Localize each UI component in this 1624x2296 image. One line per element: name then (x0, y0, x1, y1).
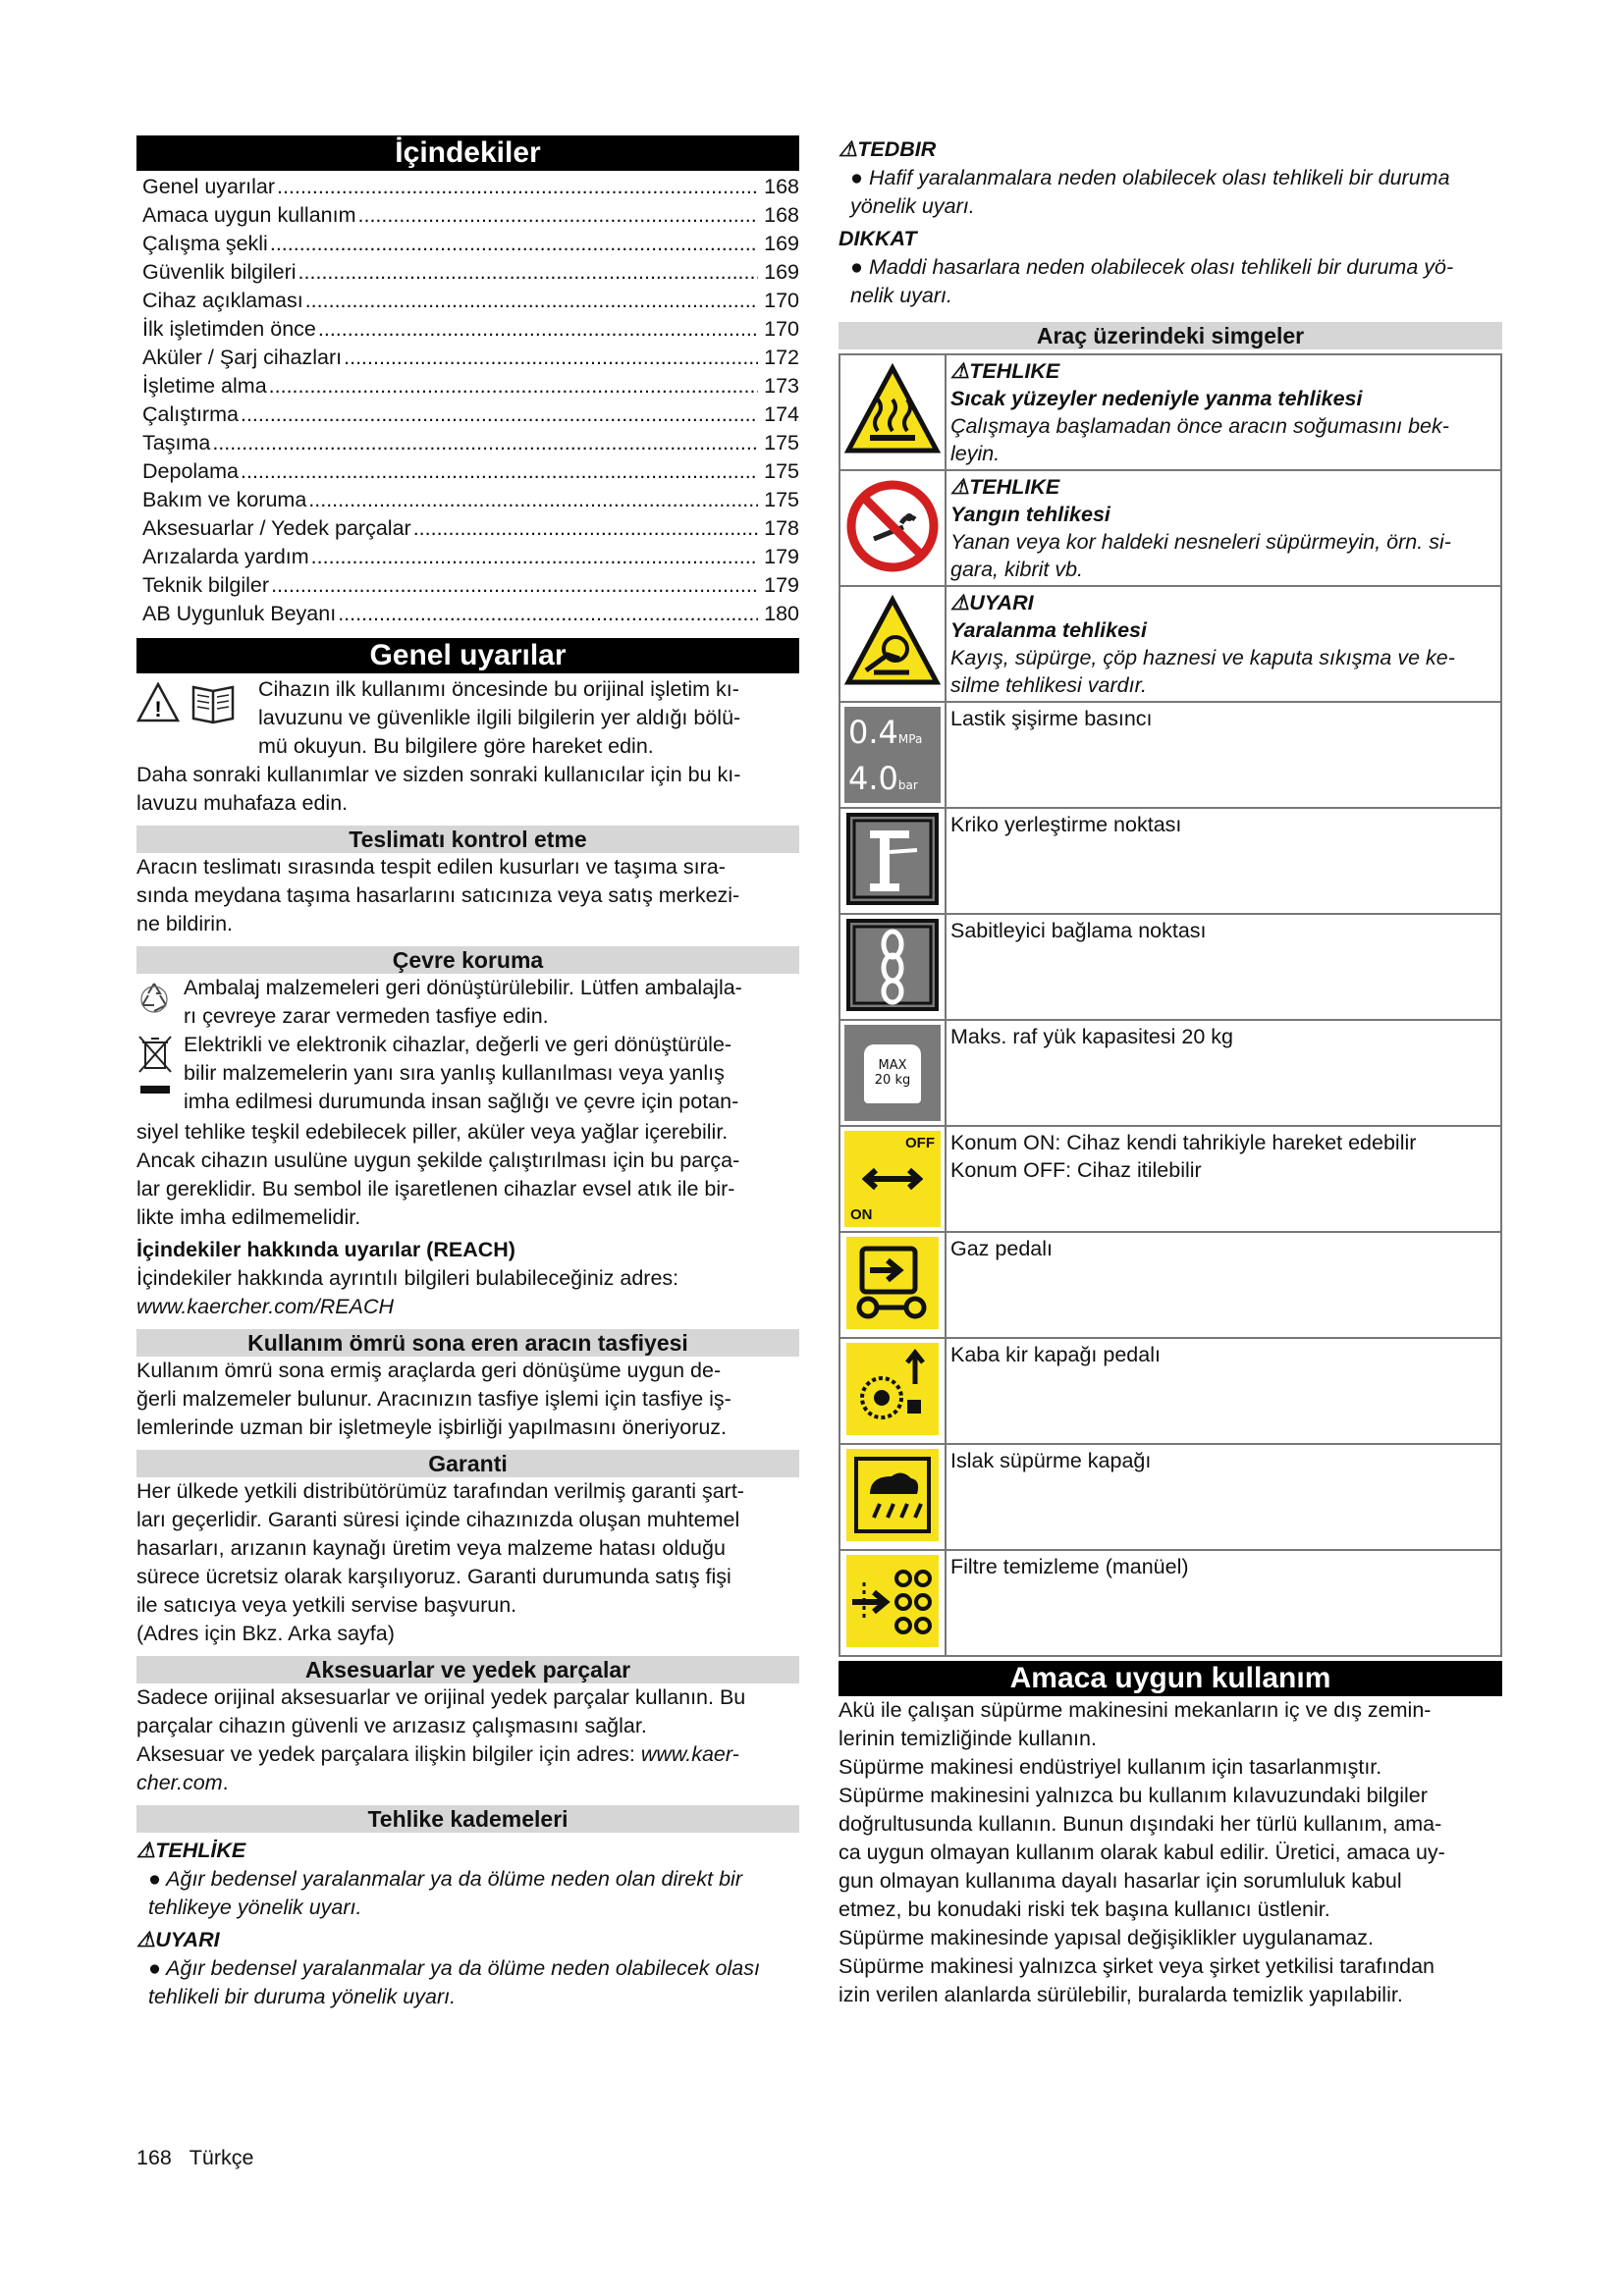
teslimat-heading: Teslimatı kontrol etme (136, 826, 799, 853)
toc-entry-title: Amaca uygun kullanım (142, 203, 356, 227)
toc-entry[interactable] (136, 571, 799, 600)
symbol-row (839, 1232, 1501, 1338)
toc-entry-title: Aküler / Şarj cihazları (142, 346, 343, 369)
warning-line: yönelik uyarı. (850, 194, 975, 218)
toc-entry-page: 172 (764, 346, 799, 369)
text-line: parçalar cihazın güvenli ve arızasız çalışmasını sağlar. (136, 1714, 647, 1737)
symbol-title: Yangın tehlikesi (950, 503, 1110, 526)
text-line: Süpürme makinesini yalnızca bu kullanım kılavuzundaki bilgiler (839, 1784, 1428, 1807)
toc-entry-page: 175 (764, 431, 799, 454)
toc-leader (270, 230, 758, 258)
symbol-row (839, 1444, 1501, 1550)
text-line: Daha sonraki kullanımlar ve sizden sonraki kullanıcılar için bu kı- (136, 763, 741, 786)
symbol-description (946, 914, 1501, 1020)
text-line: etmez, bu konudaki riski tek başına kullanıcı üstlenir. (839, 1897, 1330, 1921)
toc-leader (298, 258, 758, 287)
warning-book-icon (136, 681, 244, 724)
text-line: Aksesuar ve yedek parçalara ilişkin bilgiler için adres: www.kaer- (136, 1742, 739, 1766)
symbol-row (839, 914, 1501, 1020)
reach-link[interactable]: www.kaercher.com/REACH (136, 1295, 395, 1318)
text-line: lavuzunu ve güvenlikle ilgili bilgilerin yer aldığı bölü- (258, 706, 741, 729)
toc-leader (308, 486, 758, 514)
toc-leader (241, 400, 758, 429)
toc-leader (277, 173, 758, 201)
symbol-text: Çalışmaya başlamadan önce aracın soğumasını bek- (950, 414, 1449, 438)
toc-entry-title: İlk işletimden önce (142, 317, 316, 341)
toc-entry-page: 169 (764, 260, 799, 284)
toc-entry-page: 170 (764, 289, 799, 312)
gas-pedal-icon (839, 1232, 946, 1338)
toc-entry-page: 174 (764, 402, 799, 426)
recycle-note (136, 974, 799, 1031)
text-line: imha edilmesi durumunda insan sağlığı ve çevre için potan- (184, 1090, 739, 1113)
toc-leader (344, 344, 758, 372)
symbol-text: silme tehlikesi vardır. (950, 673, 1147, 697)
toc-entry-title: Bakım ve koruma (142, 488, 307, 511)
toc-leader (269, 372, 758, 400)
toc-entry[interactable] (136, 514, 799, 543)
text-line: Kullanım ömrü sona ermiş araçlarda geri dönüşüme uygun de- (136, 1359, 722, 1382)
toc-entry-title: Teknik bilgiler (142, 573, 270, 597)
toc-entry-page: 168 (764, 175, 799, 198)
cevre-heading: Çevre koruma (136, 946, 799, 974)
omur-heading: Kullanım ömrü sona eren aracın tasfiyesi (136, 1329, 799, 1357)
filter-clean-icon (839, 1550, 946, 1656)
toc-leader (318, 315, 758, 344)
no-fire-icon (839, 470, 946, 586)
text-line: ları geçerlidir. Garanti süresi içinde cihazınızda oluşan muhtemel (136, 1508, 740, 1531)
symbol-text: Yanan veya kor haldeki nesneleri süpürmeyin, örn. si- (950, 530, 1451, 554)
symbol-text: Kayış, süpürge, çöp haznesi ve kaputa sıkışma ve ke- (950, 646, 1455, 669)
toc-list (136, 173, 799, 628)
warning-line: ● Hafif yaralanmalara neden olabilecek olası tehlikeli bir duruma (850, 166, 1450, 189)
text-line: lavuzu muhafaza edin. (136, 791, 349, 815)
symbol-row (839, 354, 1501, 470)
text-line: izin verilen alanlarda sürülebilir, buralarda temizlik yapılabilir. (839, 1983, 1403, 2006)
toc-entry-title: Güvenlik bilgileri (142, 260, 297, 284)
text-line: Ancak cihazın usulüne uygun şekilde çalıştırılması için bu parça- (136, 1148, 740, 1172)
toc-entry-page: 168 (764, 203, 799, 227)
simgeler-heading: Araç üzerindeki simgeler (839, 322, 1502, 349)
toc-entry[interactable] (136, 344, 799, 372)
symbol-text: Filtre temizleme (manüel) (950, 1555, 1189, 1578)
symbol-description (946, 1020, 1501, 1126)
symbol-signal-word: ⚠TEHLIKE (950, 359, 1060, 383)
symbol-description (946, 1550, 1501, 1656)
toc-entry[interactable] (136, 486, 799, 514)
tire-pressure-icon: 0.4MPa 4.0bar (839, 702, 946, 808)
toc-entry[interactable] (136, 400, 799, 429)
aksesuar-link[interactable]: www.kaer- (640, 1742, 739, 1766)
toc-leader (305, 287, 758, 315)
warning-line: ● Maddi hasarlara neden olabilecek olası tehlikeli bir duruma yö- (850, 255, 1454, 279)
page-number: 168 (136, 2146, 172, 2169)
text-line: Her ülkede yetkili distribütörümüz tarafından verilmiş garanti şart- (136, 1479, 744, 1503)
toc-entry-title: Taşıma (142, 431, 211, 454)
text-line: hasarları, arızanın kaynağı üretim veya malzeme hatası olduğu (136, 1536, 726, 1560)
toc-entry[interactable] (136, 457, 799, 486)
symbol-text: Gaz pedalı (950, 1237, 1053, 1260)
toc-entry-page: 173 (764, 374, 799, 398)
symbol-description (946, 1232, 1501, 1338)
toc-entry-page: 180 (764, 602, 799, 625)
toc-entry[interactable] (136, 372, 799, 400)
toc-entry[interactable] (136, 287, 799, 315)
text-line: lar gereklidir. Bu sembol ile işaretlenen cihazlar evsel atık ile bir- (136, 1177, 735, 1201)
text-line: lerinin temizliğinde kullanın. (839, 1727, 1097, 1750)
symbol-description (946, 808, 1501, 914)
text-line: siyel tehlike teşkil edebilecek piller, aküler veya yağlar içerebilir. (136, 1120, 729, 1144)
text-line: sürece ücretsiz olarak karşılıyoruz. Garanti durumunda satış fişi (136, 1565, 731, 1588)
garanti-heading: Garanti (136, 1450, 799, 1477)
toc-entry-title: Çalışma şekli (142, 232, 268, 255)
crush-hand-icon (839, 586, 946, 702)
left-column (136, 135, 799, 2011)
weee-note (136, 1031, 799, 1118)
text-line: ne bildirin. (136, 912, 233, 935)
toc-entry[interactable] (136, 230, 799, 258)
toc-leader (311, 543, 758, 571)
dikkat-label: DIKKAT (839, 227, 917, 250)
symbol-row (839, 1338, 1501, 1444)
toc-leader (338, 600, 758, 628)
symbol-row (839, 470, 1501, 586)
symbol-text: Maks. raf yük kapasitesi 20 kg (950, 1025, 1233, 1048)
text-line: lemlerinde uzman bir işletmeyle işbirliği yapılmasını öneriyoruz. (136, 1415, 728, 1439)
toc-entry-page: 175 (764, 488, 799, 511)
jack-point-icon (839, 808, 946, 914)
toc-entry[interactable] (136, 600, 799, 628)
text-line: Cihazın ilk kullanımı öncesinde bu orijinal işletim kı- (258, 677, 739, 701)
symbol-text: Lastik şişirme basıncı (950, 707, 1153, 730)
aksesuar-url-line: cher.com. (136, 1771, 229, 1794)
warning-line: tehlikeli bir duruma yönelik uyarı. (148, 1985, 457, 2008)
warning-line: ● Ağır bedensel yaralanmalar ya da ölüme neden olabilecek olası (148, 1956, 760, 1980)
text-line: Sadece orijinal aksesuarlar ve orijinal yedek parçalar kullanın. Bu (136, 1685, 746, 1709)
toc-entry-title: Aksesuarlar / Yedek parçalar (142, 516, 411, 540)
text-line: Aracın teslimatı sırasında tespit edilen kusurları ve taşıma sıra- (136, 855, 726, 879)
text-line: bilir malzemelerin yanı sıra yanlış kullanılması veya yanlış (184, 1061, 725, 1085)
symbol-row (839, 1550, 1501, 1656)
text-line: Elektrikli ve elektronik cihazlar, değerli ve geri dönüştürüle- (184, 1033, 732, 1056)
toc-entry-title: Genel uyarılar (142, 175, 276, 198)
symbol-description (946, 1338, 1501, 1444)
text-line: likte imha edilmemelidir. (136, 1205, 361, 1229)
symbol-text: Konum OFF: Cihaz itilebilir (950, 1158, 1202, 1182)
text-line: Süpürme makinesi endüstriyel kullanım için tasarlanmıştır. (839, 1755, 1382, 1779)
symbol-text: leyin. (950, 442, 1001, 465)
symbol-title: Sıcak yüzeyler nedeniyle yanma tehlikesi (950, 387, 1363, 410)
aksesuar-link-end[interactable]: cher.com (136, 1771, 223, 1794)
symbol-description (946, 1444, 1501, 1550)
toc-entry-page: 178 (764, 516, 799, 540)
symbol-description (946, 1126, 1501, 1232)
toc-entry[interactable] (136, 315, 799, 344)
symbol-signal-word: ⚠UYARI (950, 591, 1034, 614)
recycle-icon (136, 980, 172, 1015)
text-line: Süpürme makinesi yalnızca şirket veya şirket yetkilisi tarafından (839, 1954, 1435, 1978)
symbol-row (839, 586, 1501, 702)
wet-sweep-flap-icon (839, 1444, 946, 1550)
symbol-description (946, 702, 1501, 808)
text-line: Akü ile çalışan süpürme makinesini mekanların iç ve dış zemin- (839, 1698, 1432, 1722)
text-line: doğrultusunda kullanın. Bunun dışındaki her türlü kullanım, ama- (839, 1812, 1442, 1836)
toc-leader (413, 514, 758, 543)
text-line: mü okuyun. Bu bilgilere göre hareket edin. (258, 734, 654, 758)
symbol-row (839, 702, 1501, 808)
symbol-row (839, 808, 1501, 914)
text-line: gun olmayan kullanıma dayalı hasarlar için sorumluluk kabul (839, 1869, 1402, 1893)
symbol-description (946, 586, 1501, 702)
toc-entry-page: 170 (764, 317, 799, 341)
tie-down-icon (839, 914, 946, 1020)
text-line: (Adres için Bkz. Arka sayfa) (136, 1622, 395, 1645)
text-line: rı çevreye zarar vermeden tasfiye edin. (184, 1004, 549, 1028)
kademe-heading: Tehlike kademeleri (136, 1805, 799, 1833)
toc-heading: İçindekiler (136, 135, 799, 171)
hot-surface-icon (839, 354, 946, 470)
crossed-bin-icon (136, 1033, 174, 1113)
genel-intro (136, 675, 799, 761)
toc-entry-title: AB Uygunluk Beyanı (142, 602, 337, 625)
toc-entry-page: 175 (764, 459, 799, 483)
toc-entry-page: 169 (764, 232, 799, 255)
uyari-label: ⚠UYARI (136, 1928, 220, 1951)
footer-language: Türkçe (189, 2146, 254, 2169)
symbol-text: gara, kibrit vb. (950, 558, 1084, 581)
toc-entry-title: Depolama (142, 459, 239, 483)
tehlike-label: ⚠TEHLİKE (136, 1839, 246, 1862)
toc-entry-title: Cihaz açıklaması (142, 289, 303, 312)
toc-entry-title: Arızalarda yardım (142, 545, 309, 568)
symbol-description (946, 354, 1501, 470)
toc-entry-title: İşletime alma (142, 374, 267, 398)
symbol-table (839, 353, 1502, 1657)
symbol-text: Sabitleyici bağlama noktası (950, 919, 1207, 942)
toc-entry[interactable] (136, 201, 799, 230)
toc-entry[interactable] (136, 258, 799, 287)
svg-text:!: ! (154, 697, 162, 721)
text-line: sında meydana taşıma hasarlarını satıcınıza veya satış merkezi- (136, 883, 740, 907)
symbol-text: Kaba kir kapağı pedalı (950, 1343, 1161, 1366)
symbol-signal-word: ⚠TEHLIKE (950, 475, 1060, 499)
text-line: Süpürme makinesinde yapısal değişiklikler uygulanamaz. (839, 1926, 1374, 1949)
symbol-row (839, 1126, 1501, 1232)
text-line: ğerli malzemeler bulunur. Aracınızın tasfiye işlemi için tasfiye iş- (136, 1387, 731, 1411)
warning-line: tehlikeye yönelik uyarı. (148, 1896, 362, 1919)
toc-leader (212, 429, 758, 457)
toc-leader (358, 201, 759, 230)
toc-entry-page: 179 (764, 573, 799, 597)
toc-leader (241, 457, 758, 486)
symbol-row (839, 1020, 1501, 1126)
reach-line: İçindekiler hakkında ayrıntılı bilgileri bulabileceğiniz adres: (136, 1266, 679, 1290)
symbol-text: Islak süpürme kapağı (950, 1449, 1152, 1472)
toc-entry-page: 179 (764, 545, 799, 568)
manual-warning-icons (136, 675, 258, 729)
toc-entry-title: Çalıştırma (142, 402, 239, 426)
page-footer (136, 2146, 254, 2170)
toc-entry[interactable] (136, 543, 799, 571)
on-off-icon: OFF ON (839, 1126, 946, 1232)
reach-title: İçindekiler hakkında uyarılar (REACH) (136, 1238, 515, 1261)
coarse-dirt-flap-icon (839, 1338, 946, 1444)
max-load-icon: MAX 20 kg (839, 1020, 946, 1126)
warning-line: ● Ağır bedensel yaralanmalar ya da ölüme neden olan direkt bir (148, 1867, 742, 1891)
toc-entry[interactable] (136, 429, 799, 457)
aksesuar-heading: Aksesuarlar ve yedek parçalar (136, 1656, 799, 1683)
symbol-text: Konum ON: Cihaz kendi tahrikiyle hareket edebilir (950, 1131, 1417, 1154)
right-column (839, 135, 1502, 2009)
warning-line: nelik uyarı. (850, 284, 952, 307)
toc-leader (271, 571, 758, 600)
tedbir-label: ⚠TEDBIR (839, 137, 937, 161)
text-line: ca uygun olmayan kullanım olarak kabul edilir. Üretici, amaca uy- (839, 1841, 1445, 1864)
symbol-description (946, 470, 1501, 586)
genel-heading: Genel uyarılar (136, 638, 799, 673)
symbol-text: Kriko yerleştirme noktası (950, 813, 1182, 836)
symbol-title: Yaralanma tehlikesi (950, 618, 1147, 642)
amaca-heading: Amaca uygun kullanım (839, 1661, 1502, 1696)
text-line: ile satıcıya veya yetkili servise başvurun. (136, 1593, 517, 1617)
text-line: Ambalaj malzemeleri geri dönüştürülebilir. Lütfen ambalajla- (184, 976, 742, 999)
toc-entry[interactable] (136, 173, 799, 201)
